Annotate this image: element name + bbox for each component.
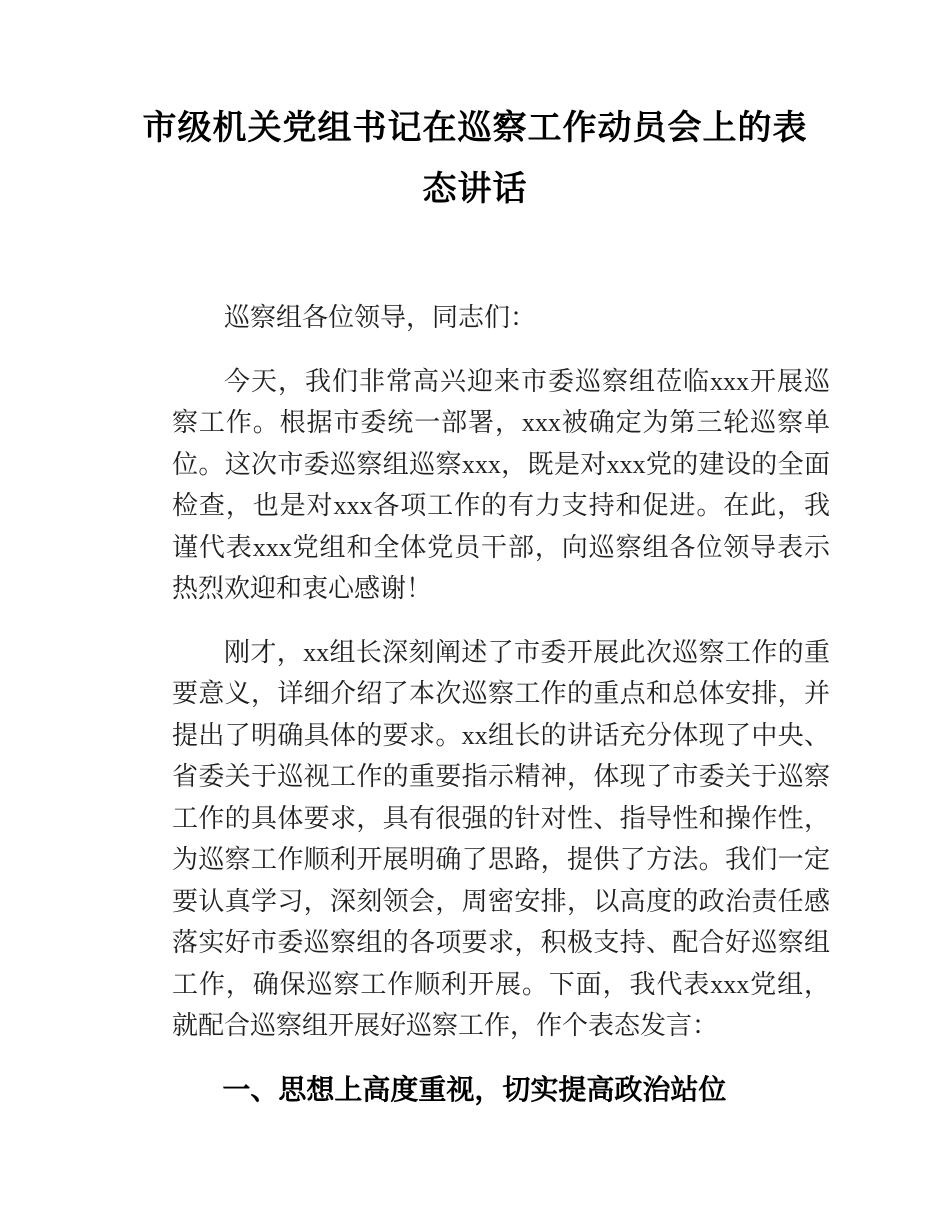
section-heading: 一、思想上高度重视，切实提高政治站位 — [222, 1073, 727, 1105]
body-paragraph-1: 今天，我们非常高兴迎来市委巡察组莅临xxx开展巡察工作。根据市委统一部署，xxx被确定为第三轮巡察单位。这次市委巡察组巡察xxx，既是对xxx党的建设的全面检查，也是对xxx各项工作的有力支持和促进。在此，我谨代表xxx党组和全体党员干部，向巡察组各位领导表示热烈欢迎和衷心感谢！ — [172, 366, 830, 603]
document-title: 市级机关党组书记在巡察工作动员会上的表态讲话 — [142, 110, 808, 208]
document-body — [0, 297, 950, 1110]
salutation-line: 巡察组各位领导，同志们： — [224, 303, 537, 332]
body-paragraph-2: 刚才，xx组长深刻阐述了市委开展此次巡察工作的重要意义，详细介绍了本次巡察工作的重点和总体安排，并提出了明确具体的要求。xx组长的讲话充分体现了中央、省委关于巡视工作的重要指示精神，体现了市委关于巡察工作的具体要求，具有很强的针对性、指导性和操作性，为巡察工作顺利开展明确了思路，提供了方法。我们一定要认真学习，深刻领会，周密安排，以高度的政治责任感落实好市委巡察组的各项要求，积极支持、配合好巡察组工作，确保巡察工作顺利开展。下面，我代表xxx党组，就配合巡察组开展好巡察工作，作个表态发言： — [172, 637, 830, 1040]
